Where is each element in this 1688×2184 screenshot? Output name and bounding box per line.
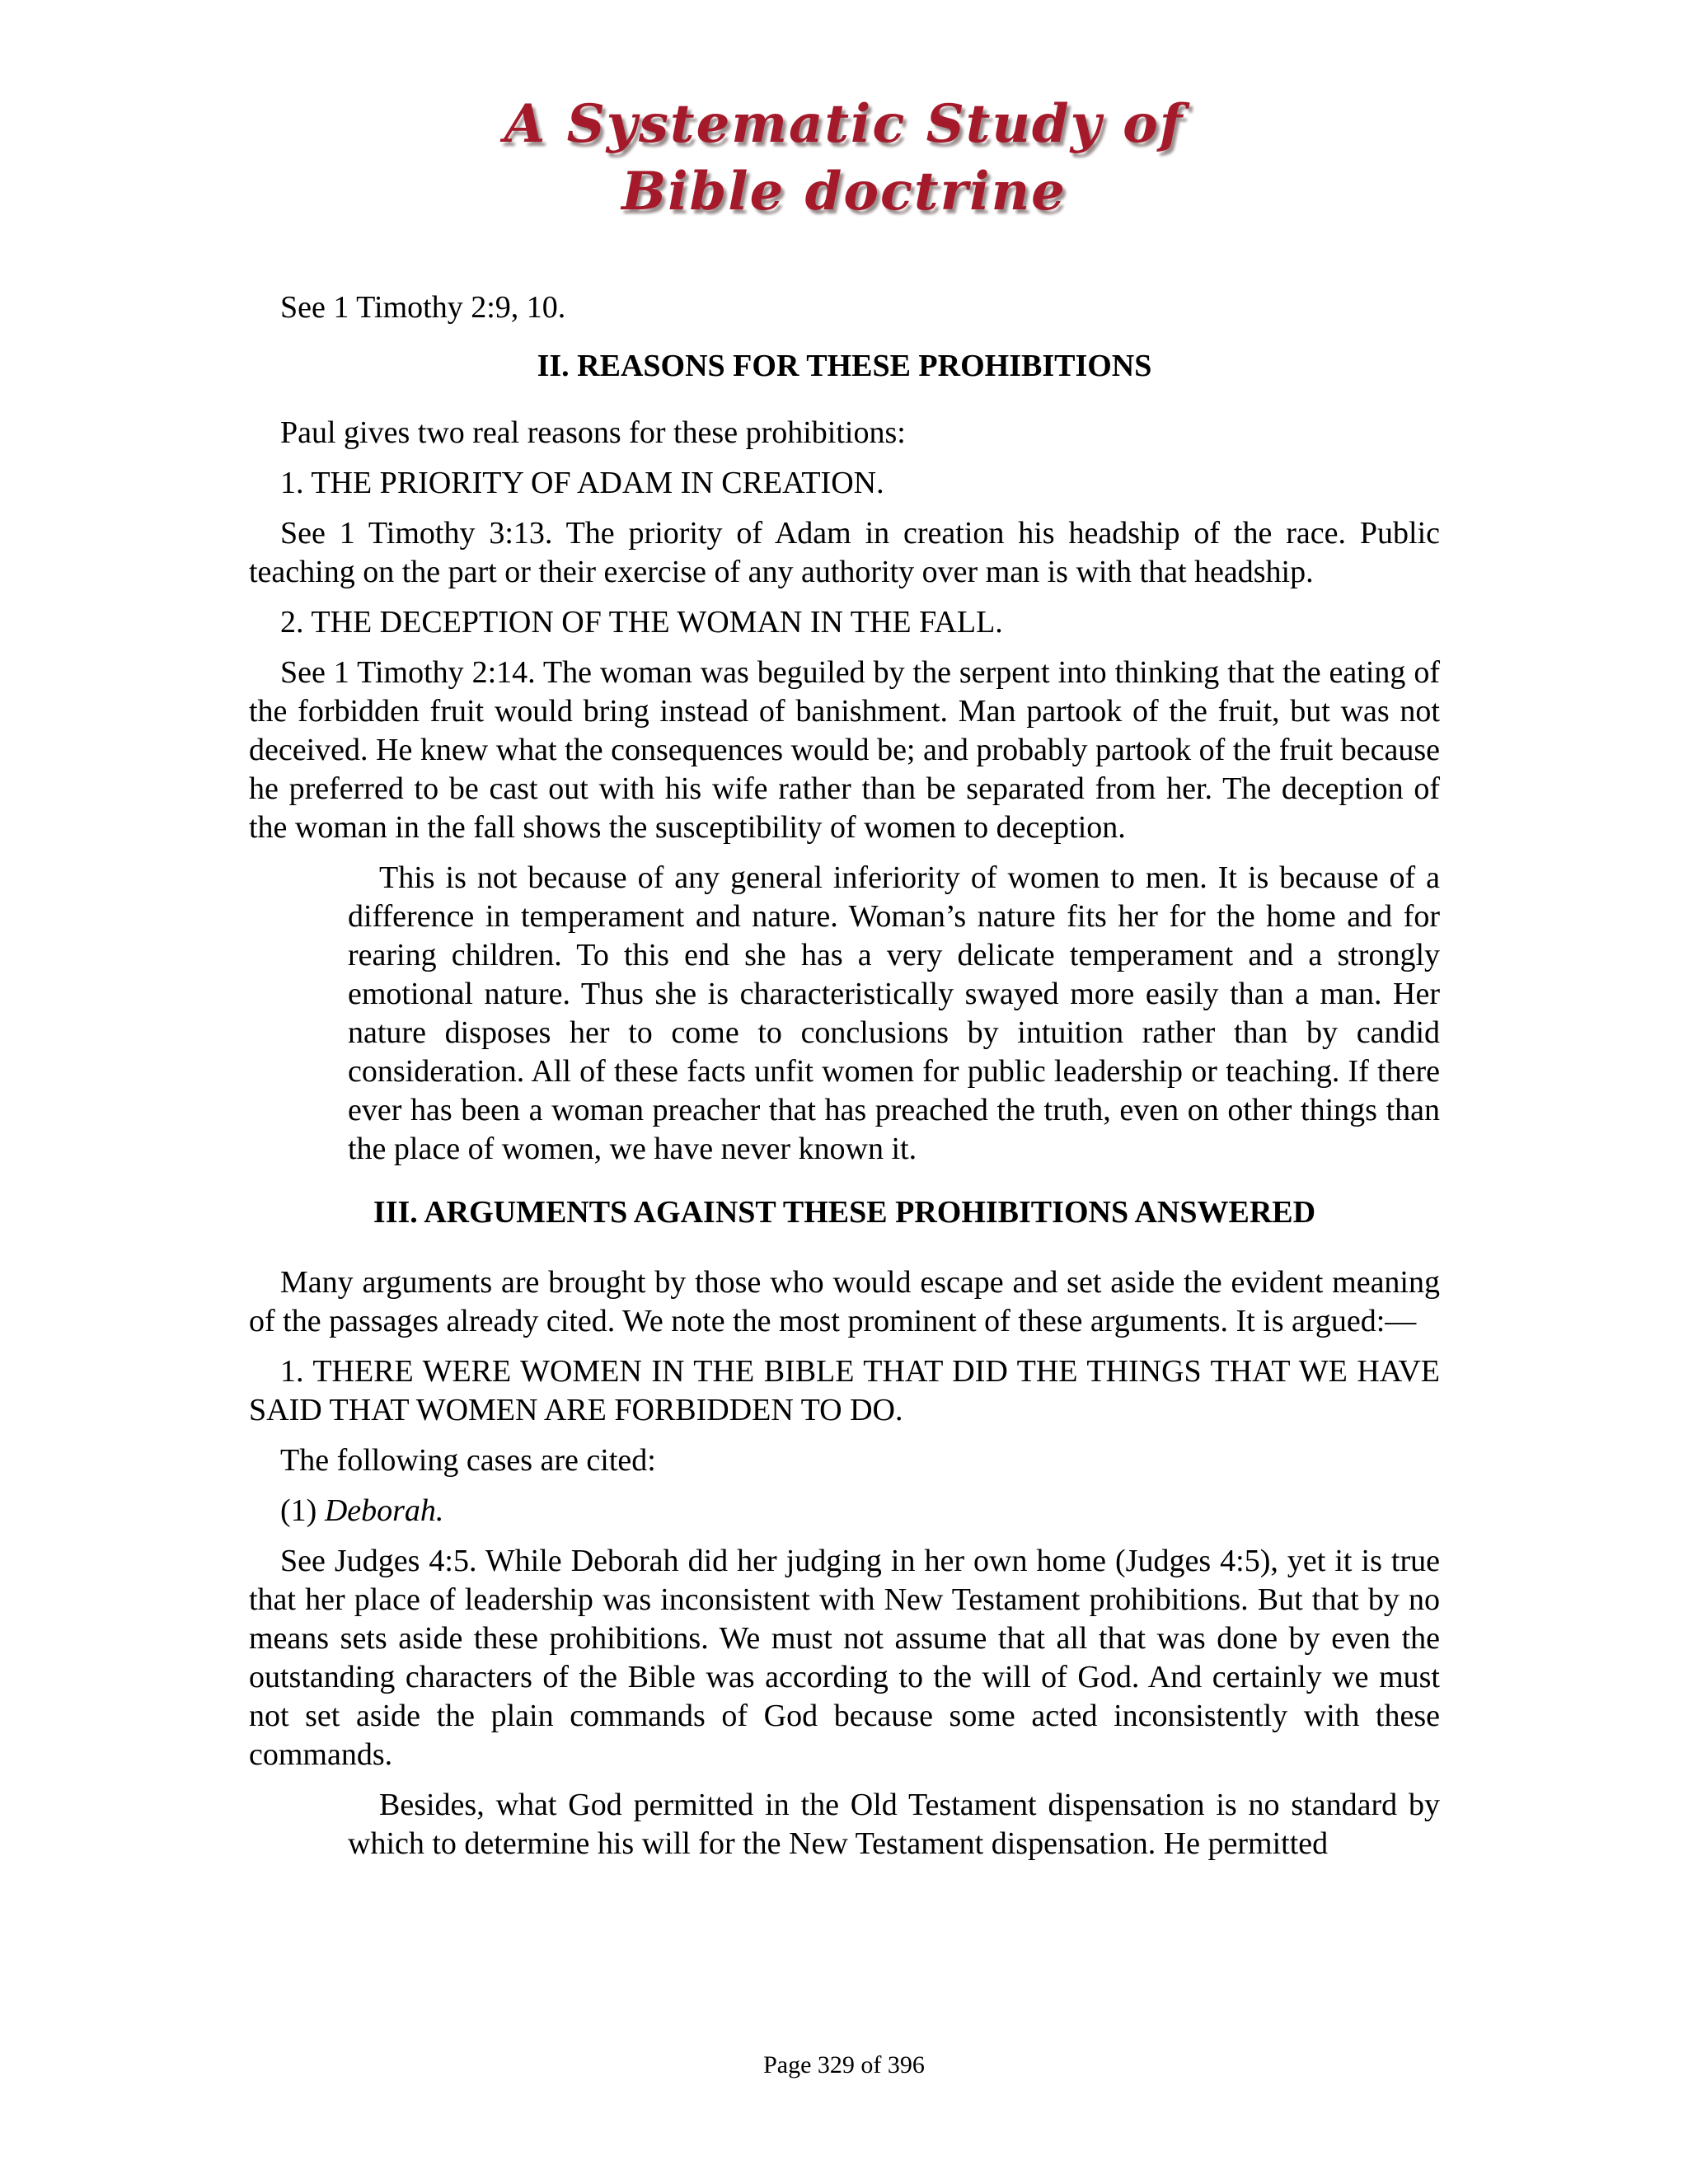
paragraph: See 1 Timothy 2:9, 10. [280,290,566,325]
paragraph: Paul gives two real reasons for these prohibitions: [280,415,906,450]
subheading: 2. THE DECEPTION OF THE WOMAN IN THE FALL. [280,605,1003,640]
paragraph: See 1 Timothy 3:13. The priority of Adam in creation his headship of the race. Public teaching on the part or their exercise of any authority over man is with that headship. [249,516,1440,589]
paragraph: The following cases are cited: [280,1443,656,1478]
paragraph: Many arguments are brought by those who would escape and set aside the evident meaning of the passages already cited. We note the most prominent of these arguments. It is argued:— [249,1265,1440,1338]
paragraph: See 1 Timothy 2:14. The woman was beguiled by the serpent into thinking that the eating of the forbidden fruit would bring instead of banishment. Man partook of the fruit, but was not deceived. He knew what the consequences would be; and probably partook of the fruit because he preferred to be cast out with his wife rather than be separated from her. The deception of the woman in the fall shows the susceptibility of women to deception. [249,655,1440,845]
book-title-logo [0,91,1688,226]
case-number: (1) [280,1493,325,1528]
logo-line-1: A Systematic Study of [504,93,1184,155]
page-content [249,288,1440,1875]
section-heading: III. ARGUMENTS AGAINST THESE PROHIBITIONS ANSWERED [373,1195,1316,1230]
indented-paragraph: This is not because of any general inferiority of women to men. It is because of a difference in temperament and nature. Woman’s nature fits her for the home and for rearing children. To this end she has a very delicate temperament and a strongly emotional nature. Thus she is characteristically swayed more easily than a man. Her nature disposes her to come to conclusions by intuition rather than by candid consideration. All of these facts unfit women for public leadership or teaching. If there ever has been a woman preacher that has preached the truth, even on other things than the place of women, we have never known it. [348,860,1440,1166]
subheading: 1. THERE WERE WOMEN IN THE BIBLE THAT DID THE THINGS THAT WE HAVE SAID THAT WOMEN ARE FORBIDDEN TO DO. [249,1354,1440,1427]
case-label [249,1492,1440,1530]
paragraph: See Judges 4:5. While Deborah did her judging in her own home (Judges 4:5), yet it is true that her place of leadership was inconsistent with New Testament prohibitions. But that by no means sets aside these prohibitions. We must not assume that all that was done by even the outstanding characters of the Bible was according to the will of God. And certainly we must not set aside the plain commands of God because some acted inconsistently with these commands. [249,1544,1440,1772]
page-number: Page 329 of 396 [763,2051,925,2079]
subheading: 1. THE PRIORITY OF ADAM IN CREATION. [280,466,884,500]
logo-line-2: Bible doctrine [621,161,1067,223]
section-heading: II. REASONS FOR THESE PROHIBITIONS [537,349,1152,383]
case-name: Deborah. [324,1493,444,1528]
indented-paragraph: Besides, what God permitted in the Old Testament dispensation is no standard by which to determine his will for the New Testament dispensation. He permitted [348,1788,1440,1861]
